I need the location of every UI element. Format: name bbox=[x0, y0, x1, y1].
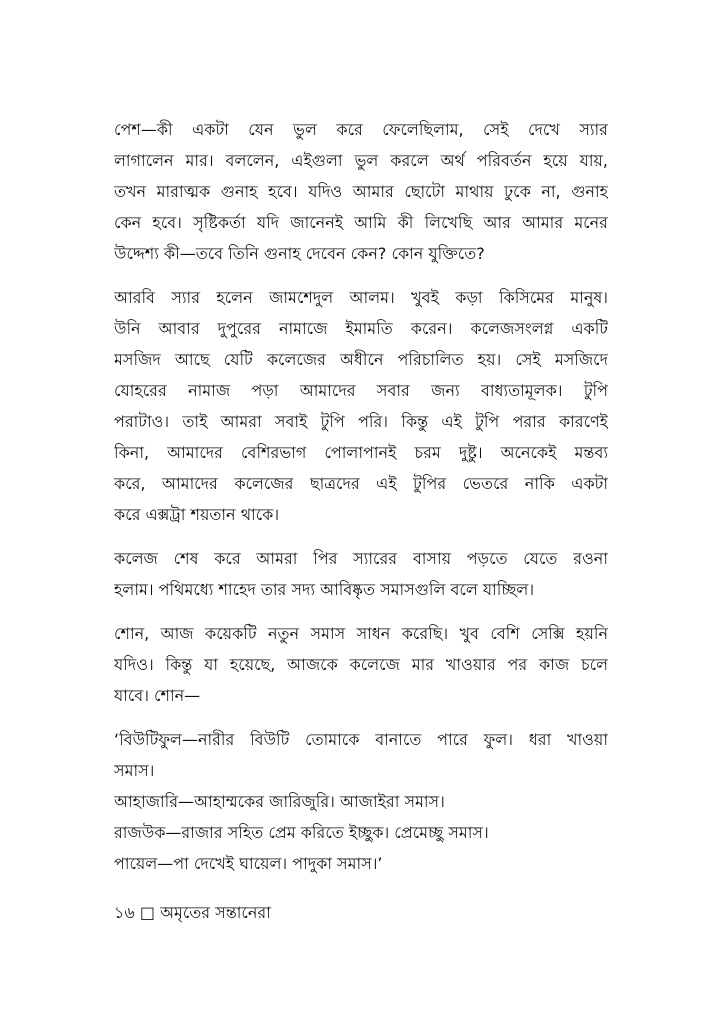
text-line: যদিও। কিন্তু যা হয়েছে, আজকে কলেজে মার খাওয়ার পর কাজ চলে bbox=[114, 655, 608, 674]
text-line: শোন, আজ কয়েকটি নতুন সমাস সাধন করেছি। খুব বেশি সেক্সি হয়নি bbox=[114, 624, 608, 643]
footer-separator: □ bbox=[139, 903, 156, 922]
text-line: করে এক্সট্রা শয়তান থাকে। bbox=[114, 505, 280, 524]
text-line: কেন হবে। সৃষ্টিকর্তা যদি জানেনই আমি কী লিখেছি আর আমার মনের bbox=[114, 213, 608, 232]
text-line: উদ্দেশ্য কী—তবে তিনি গুনাহ দেবেন কেন? কোন যুক্তিতে? bbox=[114, 244, 485, 263]
paragraph-2 bbox=[114, 282, 608, 530]
samas-line: সমাস। bbox=[114, 761, 155, 780]
text-line: করে, আমাদের কলেজের ছাত্রদের এই টুপির ভেতরে নাকি একটা bbox=[114, 474, 608, 493]
book-title: অমৃতের সন্তানেরা bbox=[160, 903, 271, 922]
samas-line: আহাজারি—আহাম্মকের জারিজুরি। আজাইরা সমাস। bbox=[114, 792, 445, 811]
samas-line: ‘বিউটিফুল—নারীর বিউটি তোমাকে বানাতে পারে ফুল। ধরা খাওয়া bbox=[114, 730, 608, 749]
page-number: ১৬ bbox=[114, 903, 135, 922]
page-footer bbox=[114, 898, 271, 928]
text-line: কিনা, আমাদের বেশিরভাগ পোলাপানই চরম দুষ্টু। অনেকেই মন্তব্য bbox=[114, 443, 608, 462]
page-body bbox=[114, 114, 608, 892]
samas-line: রাজউক—রাজার সহিত প্রেম করিতে ইচ্ছুক। প্রেমেচ্ছু সমাস। bbox=[114, 823, 489, 842]
text-line: কলেজ শেষ করে আমরা পির স্যারের বাসায় পড়তে যেতে রওনা bbox=[114, 549, 608, 568]
paragraph-4 bbox=[114, 618, 608, 711]
text-line: আরবি স্যার হলেন জামশেদুল আলম। খুবই কড়া কিসিমের মানুষ। bbox=[114, 288, 608, 307]
text-line: তখন মারাত্মক গুনাহ হবে। যদিও আমার ছোটো মাথায় ঢুকে না, গুনাহ bbox=[114, 182, 608, 201]
text-line: যোহরের নামাজ পড়া আমাদের সবার জন্য বাধ্যতামূলক। টুপি bbox=[114, 381, 608, 400]
text-line: মসজিদ আছে যেটি কলেজের অধীনে পরিচালিত হয়। সেই মসজিদে bbox=[114, 350, 608, 369]
text-line: পেশ—কী একটা যেন ভুল করে ফেলেছিলাম, সেই দেখে স্যার bbox=[114, 120, 608, 139]
samas-line: পায়েল—পা দেখেই ঘায়েল। পাদুকা সমাস।’ bbox=[114, 854, 383, 873]
paragraph-1 bbox=[114, 114, 608, 269]
paragraph-3 bbox=[114, 543, 608, 605]
text-line: পরাটাও। তাই আমরা সবাই টুপি পরি। কিন্তু এই টুপি পরার কারণেই bbox=[114, 412, 608, 431]
samas-list bbox=[114, 724, 608, 879]
text-line: হলাম। পথিমধ্যে শাহেদ তার সদ্য আবিষ্কৃত সমাসগুলি বলে যাচ্ছিল। bbox=[114, 580, 535, 599]
text-line: যাবে। শোন— bbox=[114, 686, 201, 705]
text-line: উনি আবার দুপুরের নামাজে ইমামতি করেন। কলেজসংলগ্ন একটি bbox=[114, 319, 608, 338]
text-line: লাগালেন মার। বললেন, এইগুলা ভুল করলে অর্থ পরিবর্তন হয়ে যায়, bbox=[114, 151, 608, 170]
